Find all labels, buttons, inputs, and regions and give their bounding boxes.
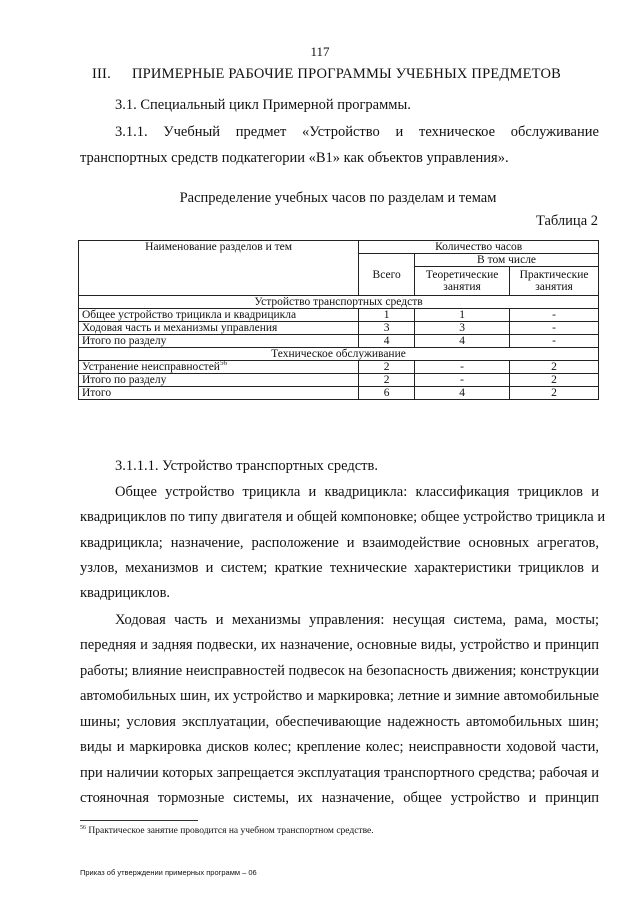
hours-table: [78, 240, 599, 400]
section-title-text: ПРИМЕРНЫЕ РАБОЧИЕ ПРОГРАММЫ УЧЕБНЫХ ПРЕДМЕТОВ: [132, 66, 562, 82]
subject-word: 3.1.1.: [115, 124, 148, 140]
header-theory-line-1: Теоретические: [425, 269, 499, 281]
table-row: [79, 387, 599, 400]
header-including: В том числе: [415, 254, 599, 267]
paragraph-1-line: квадрициклов.: [80, 585, 171, 601]
row-theory: 4: [415, 387, 510, 400]
subject-word: техническое: [418, 124, 496, 140]
section-row-device: Устройство транспортных средств: [79, 296, 599, 309]
paragraph-2-line: Ходовая часть и механизмы управления: несущая система, рама, мосты;: [115, 612, 599, 628]
row-theory: 3: [415, 322, 510, 335]
footnote-text: Практическое занятие проводится на учебном транспортном средстве.: [86, 826, 374, 836]
row-name: Ходовая часть и механизмы управления: [79, 322, 359, 335]
row-theory: -: [415, 361, 510, 374]
paragraph-1-line: узлов, механизмов и систем; краткие технические характеристики трициклов и: [80, 560, 599, 576]
subject-word: Учебный: [163, 124, 220, 140]
row-name: Общее устройство трицикла и квадрицикла: [79, 309, 359, 322]
footnote-divider: [80, 820, 198, 821]
header-practice-line-1: Практические: [519, 269, 589, 281]
section-title: [92, 66, 561, 83]
page-footer: Приказ об утверждении примерных программ – 06: [80, 868, 257, 877]
row-theory: 1: [415, 309, 510, 322]
subject-word: обслуживание: [510, 124, 599, 140]
row-total: 3: [359, 322, 415, 335]
subject-line-1: [115, 124, 599, 141]
row-name: Итого по разделу: [79, 374, 359, 387]
row-name-text: Устранение неисправностей: [82, 361, 220, 373]
footnote-reference: 56: [219, 359, 227, 368]
header-name-column: Наименование разделов и тем: [79, 241, 359, 296]
row-practice: 2: [510, 361, 599, 374]
paragraph-2-line: шины; условия эксплуатации, обеспечивающие надежность автомобильных шин;: [80, 714, 599, 730]
row-practice: -: [510, 335, 599, 348]
subsection-heading: 3.1. Специальный цикл Примерной программы.: [115, 97, 411, 113]
row-practice: -: [510, 309, 599, 322]
table-row: [79, 361, 599, 374]
row-total: 1: [359, 309, 415, 322]
section-row-maintenance: Техническое обслуживание: [79, 348, 599, 361]
paragraph-1-line: квадрицикла; назначение, расположение и взаимодействие основных агрегатов,: [80, 535, 599, 551]
table-label: Таблица 2: [535, 213, 598, 229]
paragraph-2-line: автомобильных шин, их устройство и маркировка; летние и зимние автомобильные: [80, 688, 599, 704]
footnote-mark: 56: [80, 824, 86, 831]
header-practice: [510, 267, 599, 296]
row-total: 6: [359, 387, 415, 400]
row-practice: -: [510, 322, 599, 335]
header-theory-line-2: занятия: [443, 281, 481, 293]
header-total: Всего: [359, 254, 415, 296]
paragraph-1-line: квадрициклов по типу двигателя и общей компоновке; общее устройство трицикла и: [80, 509, 606, 525]
section-roman-numeral: III.: [92, 66, 111, 82]
subject-line-2: транспортных средств подкатегории «B1» как объектов управления».: [80, 150, 509, 166]
row-practice: 2: [510, 387, 599, 400]
footnote: [80, 826, 374, 836]
row-name: [79, 361, 359, 374]
header-theory: [415, 267, 510, 296]
subject-word: «Устройство: [302, 124, 380, 140]
row-name: Итого по разделу: [79, 335, 359, 348]
row-practice: 2: [510, 374, 599, 387]
row-theory: 4: [415, 335, 510, 348]
paragraph-2-line: стояночная тормозные системы, их назначение, общее устройство и принцип: [80, 790, 599, 806]
header-practice-line-2: занятия: [535, 281, 573, 293]
subject-word: предмет: [235, 124, 287, 140]
paragraph-2-line: работы; влияние неисправностей подвесок на безопасность движения; конструкции: [80, 663, 599, 679]
table-row: [79, 374, 599, 387]
row-name: Итого: [79, 387, 359, 400]
topic-heading: 3.1.1.1. Устройство транспортных средств.: [115, 458, 378, 474]
paragraph-2-line: при наличии которых запрещается эксплуатация транспортного средства; рабочая и: [80, 765, 599, 781]
row-total: 2: [359, 361, 415, 374]
paragraph-1-line: Общее устройство трицикла и квадрицикла: классификация трициклов и: [115, 484, 599, 500]
table-row: [79, 335, 599, 348]
distribution-title: Распределение учебных часов по разделам и темам: [179, 190, 497, 206]
paragraph-2-line: виды и маркировка дисков колес; крепление колес; неисправности ходовой части,: [80, 739, 599, 755]
row-theory: -: [415, 374, 510, 387]
page-number: 117: [310, 44, 330, 59]
row-total: 2: [359, 374, 415, 387]
subject-word: и: [395, 124, 404, 140]
header-hours: Количество часов: [359, 241, 599, 254]
table-row: [79, 322, 599, 335]
table-row: [79, 309, 599, 322]
paragraph-2-line: передняя и задняя подвески, их назначение, основные виды, устройство и принцип: [80, 637, 599, 653]
row-total: 4: [359, 335, 415, 348]
